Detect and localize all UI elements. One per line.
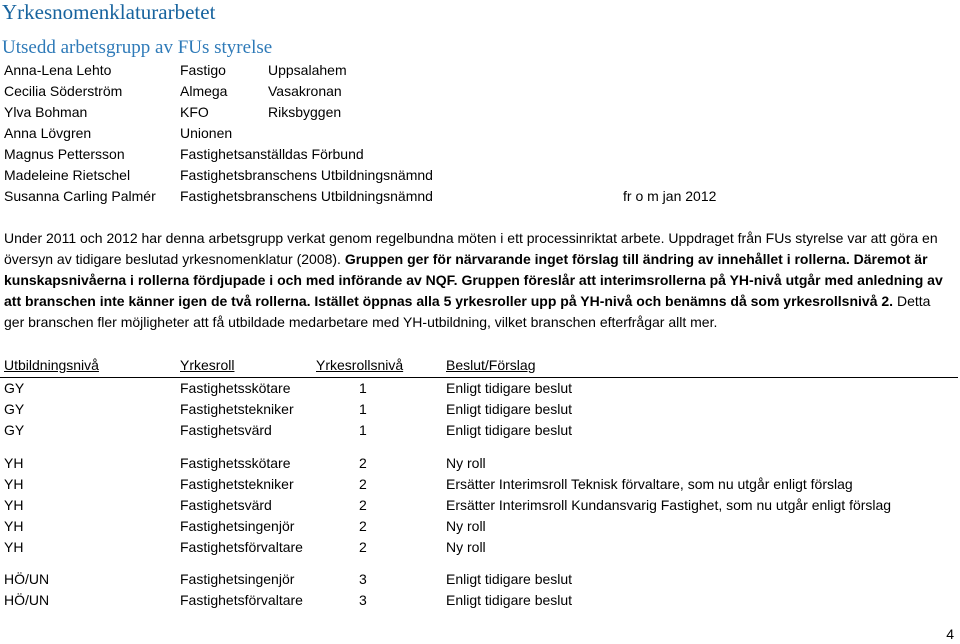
member-organisation: Fastigo bbox=[180, 62, 226, 78]
cell-role: Fastighetsskötare bbox=[180, 455, 291, 471]
member-company: Uppsalahem bbox=[268, 62, 347, 78]
cell-role-level: 1 bbox=[359, 380, 367, 396]
cell-level: GY bbox=[4, 380, 25, 396]
member-company: Riksbyggen bbox=[268, 104, 342, 120]
header-decision: Beslut/Förslag bbox=[446, 357, 536, 373]
member-organisation: KFO bbox=[180, 104, 209, 120]
page-title: Yrkesnomenklaturarbetet bbox=[2, 0, 216, 24]
cell-decision: Ersätter Interimsroll Teknisk förvaltare, som nu utgår enligt förslag bbox=[446, 476, 853, 492]
header-role: Yrkesroll bbox=[180, 357, 235, 373]
cell-role: Fastighetsförvaltare bbox=[180, 539, 303, 555]
cell-role: Fastighetsingenjör bbox=[180, 518, 295, 534]
cell-decision: Ersätter Interimsroll Kundansvarig Fastighet, som nu utgår enligt förslag bbox=[446, 497, 892, 513]
page-number: 4 bbox=[946, 626, 954, 642]
cell-role: Fastighetsvärd bbox=[180, 497, 272, 513]
cell-role: Fastighetsingenjör bbox=[180, 571, 295, 587]
cell-role-level: 1 bbox=[359, 401, 367, 417]
cell-role-level: 3 bbox=[359, 571, 367, 587]
description-paragraph bbox=[4, 228, 954, 333]
cell-decision: Ny roll bbox=[446, 455, 486, 471]
member-name: Anna Lövgren bbox=[4, 125, 92, 141]
member-note: fr o m jan 2012 bbox=[623, 188, 717, 204]
paragraph-intro: Under 2011 och 2012 har denna arbetsgrupp verkat genom regelbundna möten i ett processinriktat arbete. Uppdraget från FUs styrelse var att göra en översyn av tidigare beslutad yrkesnomenklatur (2008). bbox=[4, 230, 938, 267]
member-name: Madeleine Rietschel bbox=[4, 167, 131, 183]
member-name: Susanna Carling Palmér bbox=[4, 188, 156, 204]
cell-level: YH bbox=[4, 497, 24, 513]
member-organisation: Unionen bbox=[180, 125, 233, 141]
cell-role-level: 1 bbox=[359, 422, 367, 438]
member-organisation: Fastighetsanställdas Förbund bbox=[180, 146, 364, 162]
member-name: Anna-Lena Lehto bbox=[4, 62, 112, 78]
cell-role-level: 2 bbox=[359, 518, 367, 534]
cell-role: Fastighetstekniker bbox=[180, 476, 294, 492]
member-organisation: Fastighetsbranschens Utbildningsnämnd bbox=[180, 188, 433, 204]
cell-role: Fastighetstekniker bbox=[180, 401, 294, 417]
cell-level: HÖ/UN bbox=[4, 592, 50, 608]
cell-role-level: 2 bbox=[359, 539, 367, 555]
cell-role: Fastighetsvärd bbox=[180, 422, 272, 438]
section-subtitle: Utsedd arbetsgrupp av FUs styrelse bbox=[2, 37, 273, 58]
header-role-level: Yrkesrollsnivå bbox=[316, 357, 404, 373]
cell-role-level: 2 bbox=[359, 476, 367, 492]
header-education-level: Utbildningsnivå bbox=[4, 357, 99, 373]
cell-decision: Enligt tidigare beslut bbox=[446, 422, 573, 438]
cell-role-level: 2 bbox=[359, 455, 367, 471]
cell-level: HÖ/UN bbox=[4, 571, 50, 587]
cell-level: YH bbox=[4, 455, 24, 471]
paragraph-conclusion: Detta ger branschen fler möjligheter att få utbildade medarbetare med YH-utbildning, vilket branschen efterfrågar allt mer. bbox=[4, 293, 931, 330]
cell-level: GY bbox=[4, 422, 25, 438]
cell-decision: Enligt tidigare beslut bbox=[446, 592, 573, 608]
cell-decision: Ny roll bbox=[446, 518, 486, 534]
member-company: Vasakronan bbox=[268, 83, 342, 99]
cell-decision: Enligt tidigare beslut bbox=[446, 401, 573, 417]
cell-level: YH bbox=[4, 539, 24, 555]
member-name: Magnus Pettersson bbox=[4, 146, 125, 162]
cell-decision: Enligt tidigare beslut bbox=[446, 380, 573, 396]
member-organisation: Fastighetsbranschens Utbildningsnämnd bbox=[180, 167, 433, 183]
member-name: Ylva Bohman bbox=[4, 104, 88, 120]
cell-role-level: 2 bbox=[359, 497, 367, 513]
cell-role: Fastighetsskötare bbox=[180, 380, 291, 396]
cell-level: GY bbox=[4, 401, 25, 417]
table-header bbox=[0, 355, 960, 376]
cell-level: YH bbox=[4, 476, 24, 492]
cell-decision: Enligt tidigare beslut bbox=[446, 571, 573, 587]
member-name: Cecilia Söderström bbox=[4, 83, 123, 99]
paragraph-proposal: Gruppen ger för närvarande inget förslag till ändring av innehållet i rollerna. Däremot är kunskapsnivåerna i rollerna fördjupade i och med införande av NQF. Gruppen föreslår att interimsrollerna på YH-nivå utgår med anledning av att branschen inte känner igen de två rollerna. Istället öppnas alla 5 yrkesroller upp på YH-nivå och benämns då som yrkesrollsnivå 2. bbox=[4, 251, 943, 309]
cell-level: YH bbox=[4, 518, 24, 534]
member-organisation: Almega bbox=[180, 83, 228, 99]
cell-decision: Ny roll bbox=[446, 539, 486, 555]
cell-role: Fastighetsförvaltare bbox=[180, 592, 303, 608]
cell-role-level: 3 bbox=[359, 592, 367, 608]
